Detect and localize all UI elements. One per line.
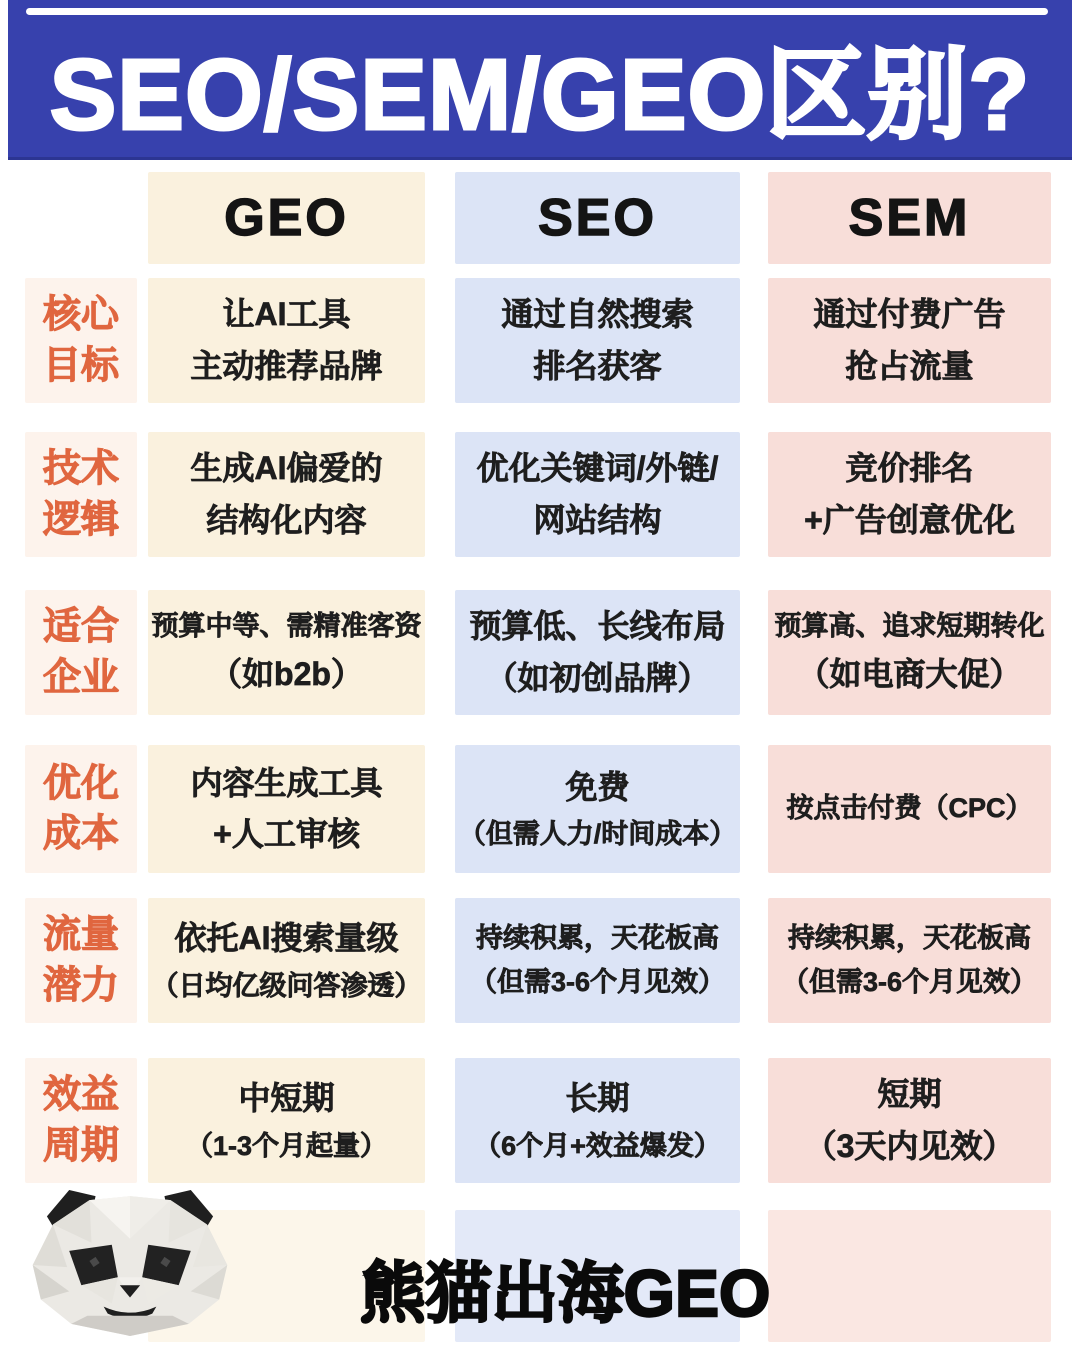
cell-tech-logic-sem <box>768 432 1051 557</box>
cell-line: 长期 <box>565 1080 630 1117</box>
row-label-line: 适合 <box>42 606 119 649</box>
page-title: SEO/SEM/GEO区别? <box>49 38 1031 151</box>
cell-line: 优化关键词/外链/ <box>476 450 719 487</box>
row-label-line: 技术 <box>42 448 119 491</box>
row-label-line: 流量 <box>42 914 119 957</box>
cell-line: 按点击付费（CPC） <box>786 793 1033 824</box>
cell-line: 持续积累，天花板高 <box>788 923 1031 954</box>
cell-line: 生成AI偏爱的 <box>190 450 383 487</box>
cell-benefit-cycle-sem <box>768 1058 1051 1183</box>
cell-core-goal-seo <box>455 278 740 403</box>
row-label-tech-logic <box>25 432 137 557</box>
cell-line: 短期 <box>877 1076 942 1113</box>
title-banner <box>8 0 1072 160</box>
cell-line: （但需人力/时间成本） <box>458 819 737 849</box>
row-label-suitable-business <box>25 590 137 715</box>
column-header-sem: SEM <box>768 172 1051 264</box>
cell-tech-logic-geo <box>148 432 425 557</box>
row-label-line: 效益 <box>42 1074 119 1117</box>
cell-optimization-cost-sem <box>768 745 1051 873</box>
row-label-traffic-potential <box>25 898 137 1023</box>
cell-core-goal-geo <box>148 278 425 403</box>
cell-line: （6个月+效益爆发） <box>474 1130 721 1161</box>
row-label-line: 逻辑 <box>42 498 119 541</box>
panda-logo-icon <box>18 1186 242 1338</box>
cell-line: 竞价排名 <box>845 450 974 487</box>
cell-line: （如b2b） <box>210 655 363 692</box>
row-label-line: 企业 <box>42 656 119 699</box>
row-label-optimization-cost <box>25 745 137 873</box>
row-label-line: 优化 <box>42 762 119 805</box>
cell-line: （但需3-6个月见效） <box>781 966 1038 997</box>
row-label-line: 核心 <box>42 294 119 337</box>
cell-line: （日均亿级问答渗透） <box>151 970 422 1001</box>
row-label-core-goal <box>25 278 137 403</box>
row-label-benefit-cycle <box>25 1058 137 1183</box>
cell-line: （如初创品牌） <box>485 659 710 696</box>
cell-benefit-cycle-geo <box>148 1058 425 1183</box>
cell-line: 网站结构 <box>533 501 662 538</box>
cell-optimization-cost-geo <box>148 745 425 873</box>
cell-footer-sem-empty <box>768 1210 1051 1342</box>
cell-line: 内容生成工具 <box>190 764 383 801</box>
cell-line: （1-3个月起量） <box>185 1130 388 1161</box>
cell-benefit-cycle-seo <box>455 1058 740 1183</box>
cell-line: 依托AI搜索量级 <box>174 920 399 957</box>
cell-line: 预算高、追求短期转化 <box>774 611 1045 642</box>
cell-line: +广告创意优化 <box>804 501 1015 538</box>
cell-line: 通过付费广告 <box>813 296 1006 333</box>
cell-line: 结构化内容 <box>206 501 367 538</box>
row-label-line: 成本 <box>42 813 119 855</box>
cell-line: 抢占流量 <box>845 347 974 384</box>
cell-line: +人工审核 <box>213 816 360 852</box>
row-label-line: 周期 <box>42 1124 119 1167</box>
cell-suitable-business-seo <box>455 590 740 715</box>
row-label-line: 潜力 <box>42 964 119 1007</box>
cell-suitable-business-sem <box>768 590 1051 715</box>
cell-line: （如电商大促） <box>797 655 1022 692</box>
cell-traffic-potential-geo <box>148 898 425 1023</box>
cell-line: 预算中等、需精准客资 <box>151 611 422 642</box>
cell-line: 持续积累，天花板高 <box>476 923 719 954</box>
cell-tech-logic-seo <box>455 432 740 557</box>
cell-line: 主动推荐品牌 <box>190 347 383 384</box>
brand-name: 熊猫出海GEO <box>359 1256 771 1330</box>
column-header-geo: GEO <box>148 172 425 264</box>
cell-line: 预算低、长线布局 <box>469 608 726 645</box>
row-label-line: 目标 <box>42 344 119 387</box>
cell-line: （3天内见效） <box>804 1127 1015 1164</box>
cell-line: （但需3-6个月见效） <box>469 966 726 997</box>
cell-suitable-business-geo <box>148 590 425 715</box>
column-header-seo: SEO <box>455 172 740 264</box>
cell-line: 排名获客 <box>533 347 662 384</box>
cell-traffic-potential-sem <box>768 898 1051 1023</box>
cell-optimization-cost-seo <box>455 745 740 873</box>
cell-traffic-potential-seo <box>455 898 740 1023</box>
cell-line: 让AI工具 <box>222 296 351 333</box>
cell-line: 通过自然搜索 <box>501 296 694 333</box>
cell-line: 免费 <box>565 768 630 805</box>
cell-core-goal-sem <box>768 278 1051 403</box>
cell-line: 中短期 <box>238 1080 335 1117</box>
